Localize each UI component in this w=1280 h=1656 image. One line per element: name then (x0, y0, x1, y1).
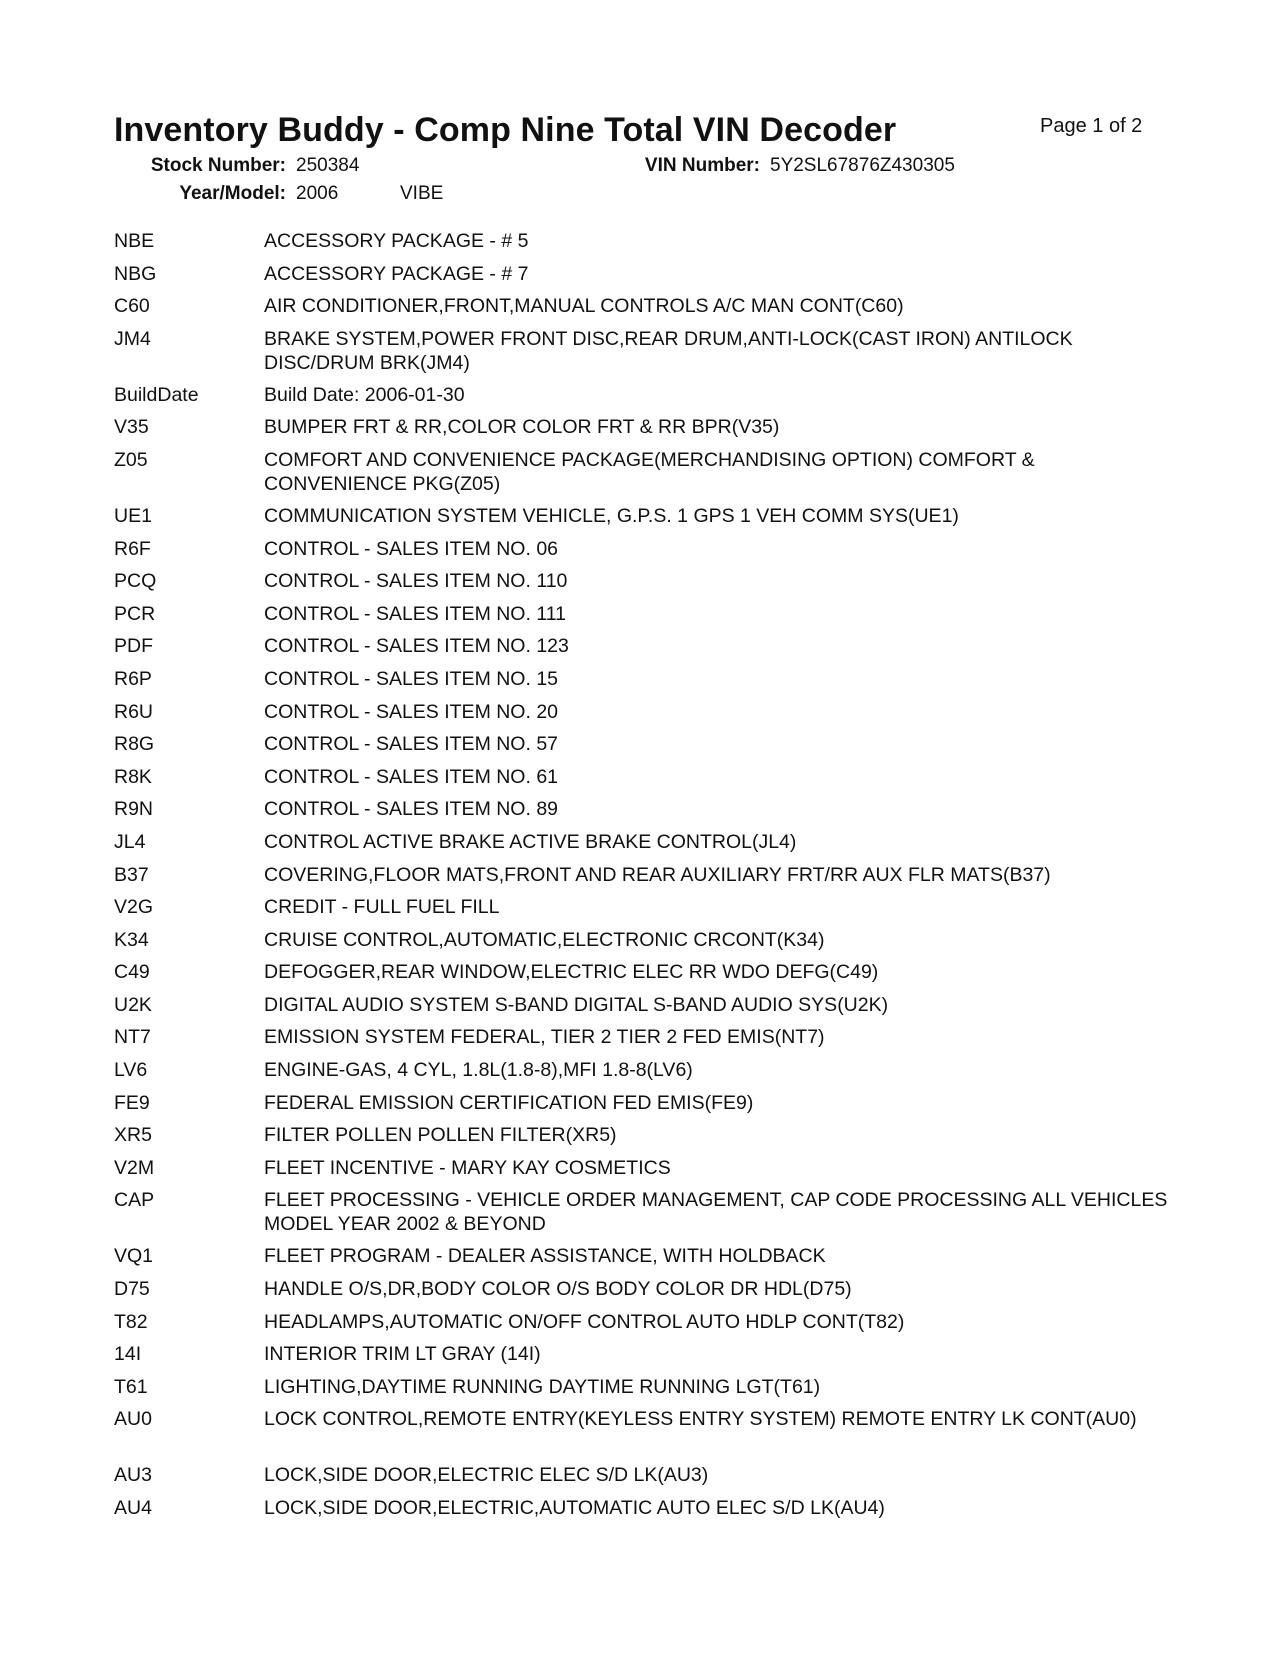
option-code: C60 (114, 295, 150, 318)
option-row (114, 1058, 1174, 1091)
option-code: R6P (114, 667, 152, 690)
option-row (114, 1375, 1174, 1408)
option-row (114, 327, 1174, 383)
option-row (114, 1496, 1174, 1529)
option-description: LOCK,SIDE DOOR,ELECTRIC,AUTOMATIC AUTO ELEC S/D LK(AU4) (264, 1497, 885, 1519)
option-code: R6U (114, 700, 154, 723)
option-row (114, 1188, 1174, 1244)
stock-number-value: 250384 (296, 155, 360, 176)
option-description: Build Date: 2006-01-30 (264, 383, 465, 406)
option-row (114, 667, 1174, 700)
option-row (114, 830, 1174, 863)
option-row (114, 1156, 1174, 1189)
option-code: VQ1 (114, 1245, 154, 1268)
option-code: XR5 (114, 1124, 152, 1147)
option-row (114, 229, 1174, 262)
option-row (114, 294, 1174, 327)
option-row (114, 383, 1174, 416)
option-code: FE9 (114, 1091, 150, 1114)
option-row (114, 863, 1174, 896)
option-row (114, 1310, 1174, 1343)
option-description: FLEET PROCESSING - VEHICLE ORDER MANAGEMENT, CAP CODE PROCESSING ALL VEHICLES MODEL YEAR 2002 & BEYOND (264, 1189, 1168, 1236)
option-row (114, 1342, 1174, 1375)
option-description: LIGHTING,DAYTIME RUNNING DAYTIME RUNNING LGT(T61) (264, 1375, 821, 1398)
option-row (114, 960, 1174, 993)
option-row (114, 1463, 1174, 1496)
option-code: R8G (114, 733, 155, 756)
option-row (114, 262, 1174, 295)
option-description: COMMUNICATION SYSTEM VEHICLE, G.P.S. 1 GPS 1 VEH COMM SYS(UE1) (264, 504, 959, 527)
option-description: ENGINE-GAS, 4 CYL, 1.8L(1.8-8),MFI 1.8-8(LV6) (264, 1059, 693, 1082)
option-row (114, 1244, 1174, 1277)
option-description: BRAKE SYSTEM,POWER FRONT DISC,REAR DRUM,ANTI-LOCK(CAST IRON) ANTILOCK DISC/DRUM BRK(JM4) (264, 327, 1073, 374)
option-row (114, 732, 1174, 765)
model-value: VIBE (400, 183, 444, 204)
option-code: K34 (114, 928, 149, 951)
option-description: CREDIT - FULL FUEL FILL (264, 896, 500, 919)
year-value: 2006 (296, 183, 339, 204)
option-description: FLEET INCENTIVE - MARY KAY COSMETICS (264, 1156, 671, 1179)
option-code: BuildDate (114, 383, 199, 406)
option-description: HEADLAMPS,AUTOMATIC ON/OFF CONTROL AUTO HDLP CONT(T82) (264, 1310, 905, 1333)
option-description: LOCK CONTROL,REMOTE ENTRY(KEYLESS ENTRY SYSTEM) REMOTE ENTRY LK CONT(AU0) (264, 1408, 1137, 1431)
option-code: V2G (114, 896, 154, 919)
option-description: LOCK,SIDE DOOR,ELECTRIC ELEC S/D LK(AU3) (264, 1464, 709, 1487)
option-row (114, 1025, 1174, 1058)
option-description: DIGITAL AUDIO SYSTEM S-BAND DIGITAL S-BAND AUDIO SYS(U2K) (264, 993, 889, 1016)
option-code: 14I (114, 1343, 142, 1366)
option-code: NBE (114, 230, 155, 252)
year-model-label: Year/Model: (179, 183, 286, 204)
option-description: CONTROL - SALES ITEM NO. 06 (264, 537, 559, 560)
option-code: AU3 (114, 1464, 152, 1487)
option-code: R9N (114, 798, 154, 821)
option-description: BUMPER FRT & RR,COLOR COLOR FRT & RR BPR(V35) (264, 416, 780, 439)
option-code: U2K (114, 993, 152, 1016)
option-row (114, 569, 1174, 602)
option-code: AU4 (114, 1497, 152, 1519)
option-code: NBG (114, 262, 157, 285)
option-description: FILTER POLLEN POLLEN FILTER(XR5) (264, 1124, 617, 1147)
option-row (114, 1091, 1174, 1124)
option-row (114, 895, 1174, 928)
option-description: CONTROL - SALES ITEM NO. 111 (264, 602, 566, 625)
option-code: PCR (114, 602, 156, 625)
option-row (114, 537, 1174, 570)
option-code: PCQ (114, 570, 157, 593)
option-description: CONTROL - SALES ITEM NO. 20 (264, 700, 559, 723)
option-description: CONTROL - SALES ITEM NO. 15 (264, 667, 559, 690)
option-code: V2M (114, 1156, 155, 1179)
option-code: NT7 (114, 1026, 151, 1049)
option-description: CONTROL - SALES ITEM NO. 61 (264, 765, 559, 788)
option-row (114, 1407, 1174, 1463)
option-row (114, 765, 1174, 798)
option-description: ACCESSORY PACKAGE - # 7 (264, 262, 529, 285)
option-description: AIR CONDITIONER,FRONT,MANUAL CONTROLS A/C MAN CONT(C60) (264, 295, 904, 318)
option-description: DEFOGGER,REAR WINDOW,ELECTRIC ELEC RR WDO DEFG(C49) (264, 961, 879, 984)
page-title: Inventory Buddy - Comp Nine Total VIN Decoder (114, 111, 897, 149)
option-code: R8K (114, 765, 152, 788)
option-code: JL4 (114, 830, 146, 853)
option-code: D75 (114, 1278, 150, 1301)
option-code: R6F (114, 537, 151, 560)
option-description: CONTROL - SALES ITEM NO. 110 (264, 570, 568, 593)
option-row (114, 993, 1174, 1026)
option-row (114, 504, 1174, 537)
vin-number-value: 5Y2SL67876Z430305 (770, 155, 955, 176)
option-code: V35 (114, 416, 149, 439)
page-number: Page 1 of 2 (1040, 115, 1143, 137)
option-description: FEDERAL EMISSION CERTIFICATION FED EMIS(FE9) (264, 1091, 754, 1114)
option-description: CRUISE CONTROL,AUTOMATIC,ELECTRONIC CRCONT(K34) (264, 928, 825, 951)
option-row (114, 415, 1174, 448)
option-code: PDF (114, 635, 153, 658)
option-code: C49 (114, 961, 150, 984)
option-description: CONTROL ACTIVE BRAKE ACTIVE BRAKE CONTROL(JL4) (264, 830, 797, 853)
option-code: AU0 (114, 1408, 152, 1431)
option-row (114, 634, 1174, 667)
option-description: EMISSION SYSTEM FEDERAL, TIER 2 TIER 2 FED EMIS(NT7) (264, 1026, 825, 1049)
option-description: FLEET PROGRAM - DEALER ASSISTANCE, WITH HOLDBACK (264, 1245, 826, 1268)
option-code: T61 (114, 1375, 148, 1398)
option-code: Z05 (114, 448, 148, 471)
option-code: LV6 (114, 1059, 148, 1082)
option-code: B37 (114, 863, 149, 886)
option-description: CONTROL - SALES ITEM NO. 123 (264, 635, 569, 658)
option-description: CONTROL - SALES ITEM NO. 89 (264, 798, 559, 821)
option-row (114, 448, 1174, 504)
option-code: CAP (114, 1189, 155, 1212)
option-description: COVERING,FLOOR MATS,FRONT AND REAR AUXILIARY FRT/RR AUX FLR MATS(B37) (264, 863, 1051, 886)
stock-number-label: Stock Number: (150, 155, 286, 176)
option-code: UE1 (114, 504, 152, 527)
option-code: T82 (114, 1310, 148, 1333)
option-description: HANDLE O/S,DR,BODY COLOR O/S BODY COLOR DR HDL(D75) (264, 1278, 852, 1301)
option-row (114, 602, 1174, 635)
option-row (114, 700, 1174, 733)
option-code: JM4 (114, 327, 151, 350)
option-row (114, 1123, 1174, 1156)
option-row (114, 797, 1174, 830)
vin-number-label: VIN Number: (644, 155, 760, 176)
option-row (114, 1277, 1174, 1310)
option-description: ACCESSORY PACKAGE - # 5 (264, 230, 529, 252)
option-row (114, 928, 1174, 961)
option-list (114, 229, 1174, 1529)
option-description: INTERIOR TRIM LT GRAY (14I) (264, 1343, 541, 1366)
option-description: COMFORT AND CONVENIENCE PACKAGE(MERCHANDISING OPTION) COMFORT & CONVENIENCE PKG(Z05) (264, 448, 1035, 495)
option-description: CONTROL - SALES ITEM NO. 57 (264, 733, 559, 756)
